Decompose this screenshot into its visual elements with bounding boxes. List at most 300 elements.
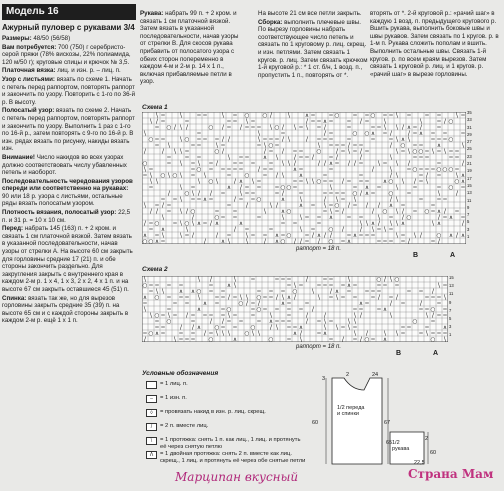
row-number: 23 <box>467 153 472 159</box>
svg-text:○: ○ <box>244 331 250 337</box>
svg-text:\: \ <box>180 161 182 167</box>
svg-text:\: \ <box>180 149 182 155</box>
svg-text:○: ○ <box>166 319 172 325</box>
svg-text:\: \ <box>396 137 398 143</box>
svg-text:∧: ∧ <box>328 161 334 167</box>
column-4-text <box>370 10 500 78</box>
col1-paragraph <box>2 154 136 177</box>
svg-text:/: / <box>354 161 356 167</box>
svg-text:○: ○ <box>280 239 286 244</box>
svg-text:/: / <box>228 295 230 301</box>
svg-text:/: / <box>300 239 302 244</box>
svg-text:\: \ <box>258 137 260 143</box>
svg-text:\: \ <box>162 289 164 295</box>
svg-text:∧: ∧ <box>280 197 286 203</box>
col1-paragraph <box>2 67 136 75</box>
svg-text:\: \ <box>384 125 386 131</box>
sketch-measure: 65 <box>386 440 393 446</box>
svg-text:\: \ <box>324 325 326 331</box>
svg-text:\: \ <box>240 295 242 301</box>
svg-text:/: / <box>174 125 176 131</box>
scheme-1-repeat: раппорт = 18 п. <box>296 246 342 252</box>
svg-text:○: ○ <box>448 119 454 125</box>
svg-text:○: ○ <box>142 161 148 167</box>
svg-text:/: / <box>216 233 218 239</box>
paragraph-text: выполнить плечевые швы. По вырезу горловины набрать соответствующее число петель и связать по 1 круговому р. лиц. скрещ. и изн. петлями. Затем связать 1 кругов. р. лиц. Затем связать крючком 1-й круговой р.: * 1 ст. б/н, 1 возд. п., пропустить 1 п., повторять от *. <box>258 18 368 79</box>
paragraph-heading: Размеры: <box>2 35 32 42</box>
svg-text:\: \ <box>336 295 338 301</box>
svg-text:/: / <box>390 197 392 203</box>
svg-text:\: \ <box>396 185 398 191</box>
svg-text:\: \ <box>396 161 398 167</box>
svg-text:\: \ <box>318 295 320 301</box>
svg-text:\: \ <box>234 277 236 283</box>
col2-paragraph <box>140 10 246 86</box>
col1-paragraph <box>2 35 136 43</box>
svg-text:\: \ <box>426 179 428 185</box>
svg-text:○: ○ <box>388 191 394 197</box>
row-number: 1 <box>467 234 470 240</box>
paragraph-heading: Узор с листьями: <box>2 75 55 83</box>
svg-text:○: ○ <box>172 173 178 179</box>
svg-text:/: / <box>144 149 146 155</box>
row-number: 29 <box>467 131 472 137</box>
svg-text:/: / <box>342 179 344 185</box>
row-number: 27 <box>467 139 472 145</box>
svg-text:○: ○ <box>190 209 196 215</box>
svg-text:○: ○ <box>160 173 166 179</box>
sketch-measure: 2 <box>346 372 350 378</box>
svg-text:○: ○ <box>196 167 202 173</box>
paragraph-text: 48/50 (56/58) <box>31 35 71 42</box>
row-number: 9 <box>467 204 470 210</box>
paragraph-text: На высоте 21 см все петли закрыть. <box>258 10 362 17</box>
legend-symbol-icon <box>146 381 157 389</box>
paragraph-heading: Перед: <box>2 225 24 233</box>
svg-text:∧: ∧ <box>202 301 208 307</box>
svg-text:∧: ∧ <box>154 239 160 244</box>
svg-text:\: \ <box>462 143 464 149</box>
svg-text:/: / <box>246 203 248 209</box>
svg-text:/: / <box>348 203 350 209</box>
svg-text:○: ○ <box>244 113 250 119</box>
svg-text:\: \ <box>444 337 446 342</box>
svg-text:\: \ <box>300 215 302 221</box>
svg-text:/: / <box>312 155 314 161</box>
svg-text:\: \ <box>396 221 398 227</box>
svg-text:\: \ <box>156 289 158 295</box>
svg-text:○: ○ <box>382 209 388 215</box>
svg-text:\: \ <box>192 221 194 227</box>
svg-text:∧: ∧ <box>226 185 232 191</box>
svg-text:\: \ <box>390 221 392 227</box>
svg-text:\: \ <box>246 233 248 239</box>
svg-text:\: \ <box>402 179 404 185</box>
scheme-2-grid <box>142 276 448 342</box>
svg-text:/: / <box>336 149 338 155</box>
svg-text:○: ○ <box>418 149 424 155</box>
svg-text:∧: ∧ <box>448 215 454 221</box>
col1-paragraph <box>2 76 136 106</box>
svg-text:∧: ∧ <box>406 125 412 131</box>
svg-text:\: \ <box>144 203 146 209</box>
svg-text:\: \ <box>180 221 182 227</box>
svg-text:\: \ <box>252 179 254 185</box>
svg-text:/: / <box>366 203 368 209</box>
svg-text:∧: ∧ <box>160 227 166 233</box>
paragraph-text: набрать 99 п. + 2 кром. и связать 1 см платочной вязкой. Затем вязать в указанной последовательности, начав узоры от стрелки В. Для скосов рукава прибавить от полосатого узора с обеих сторон попеременно в каждом 4-м и 2-м р. 14 х 1 п., включая прибавляемые петли в узор. <box>140 10 239 86</box>
svg-text:\: \ <box>222 331 224 337</box>
svg-text:/: / <box>342 227 344 233</box>
row-number: 3 <box>467 226 470 232</box>
svg-text:\: \ <box>180 173 182 179</box>
svg-text:∧: ∧ <box>298 173 304 179</box>
svg-text:/: / <box>222 149 224 155</box>
svg-text:○: ○ <box>286 233 292 239</box>
svg-text:/: / <box>438 215 440 221</box>
svg-text:/: / <box>306 137 308 143</box>
legend-symbol-icon: / <box>146 423 157 431</box>
svg-text:\: \ <box>330 209 332 215</box>
svg-text:\: \ <box>156 179 158 185</box>
svg-text:/: / <box>342 209 344 215</box>
svg-text:/: / <box>390 143 392 149</box>
row-number: 11 <box>449 291 454 297</box>
svg-text:○: ○ <box>316 149 322 155</box>
svg-text:/: / <box>222 137 224 143</box>
svg-text:/: / <box>432 289 434 295</box>
svg-text:○: ○ <box>328 227 334 233</box>
svg-text:○: ○ <box>214 325 220 331</box>
svg-text:○: ○ <box>412 319 418 325</box>
svg-text:/: / <box>324 131 326 137</box>
svg-text:∧: ∧ <box>436 221 442 227</box>
svg-text:∧: ∧ <box>178 289 184 295</box>
svg-text:/: / <box>378 295 380 301</box>
svg-text:\: \ <box>390 313 392 319</box>
svg-text:○: ○ <box>448 185 454 191</box>
svg-text:\: \ <box>294 283 296 289</box>
svg-text:\: \ <box>156 113 158 119</box>
svg-text:\: \ <box>150 119 152 125</box>
svg-text:∧: ∧ <box>382 179 388 185</box>
svg-text:○: ○ <box>208 179 214 185</box>
svg-text:/: / <box>282 137 284 143</box>
paragraph-text: вязать по схеме 1. Начать с петель перед раппортом, повторять раппорт и закончить по узору. Повторить с 1-го по 36-й р. В высоту. <box>2 75 136 106</box>
svg-text:○: ○ <box>226 307 232 313</box>
svg-text:/: / <box>426 173 428 179</box>
svg-text:\: \ <box>198 295 200 301</box>
svg-text:/: / <box>402 215 404 221</box>
svg-text:∧: ∧ <box>268 319 274 325</box>
svg-text:∧: ∧ <box>460 173 466 179</box>
scheme-1-arrow-b: В <box>413 252 419 259</box>
svg-text:/: / <box>420 125 422 131</box>
svg-text:\: \ <box>264 143 266 149</box>
svg-text:\: \ <box>360 221 362 227</box>
sketch-measure: 2 <box>425 436 429 442</box>
svg-text:\: \ <box>300 337 302 342</box>
svg-text:/: / <box>300 331 302 337</box>
row-number: 15 <box>449 275 454 280</box>
paragraph-heading: Внимание! <box>2 153 35 161</box>
svg-text:\: \ <box>432 149 434 155</box>
svg-text:○: ○ <box>214 149 220 155</box>
svg-text:/: / <box>276 203 278 209</box>
svg-text:\: \ <box>270 203 272 209</box>
row-number: 31 <box>467 124 472 130</box>
svg-text:/: / <box>306 319 308 325</box>
svg-text:○: ○ <box>142 239 148 244</box>
svg-text:\: \ <box>216 331 218 337</box>
svg-text:\: \ <box>354 313 356 319</box>
legend-title: Условные обозначения <box>142 370 219 377</box>
watermark-right: Страна Мам <box>408 467 494 481</box>
svg-text:\: \ <box>150 173 152 179</box>
svg-text:/: / <box>156 209 158 215</box>
row-number: 17 <box>467 175 472 181</box>
svg-text:○: ○ <box>238 301 244 307</box>
svg-text:/: / <box>222 125 224 131</box>
row-number: 33 <box>467 117 472 123</box>
svg-text:\: \ <box>444 149 446 155</box>
svg-text:\: \ <box>348 149 350 155</box>
svg-text:\: \ <box>144 277 146 283</box>
svg-text:/: / <box>396 295 398 301</box>
svg-text:/: / <box>312 307 314 313</box>
svg-text:/: / <box>342 337 344 342</box>
svg-text:\: \ <box>282 173 284 179</box>
svg-text:/: / <box>456 191 458 197</box>
legend-item <box>146 381 306 389</box>
svg-text:/: / <box>444 209 446 215</box>
svg-text:\: \ <box>396 125 398 131</box>
svg-text:\: \ <box>174 149 176 155</box>
svg-text:∧: ∧ <box>238 221 244 227</box>
svg-text:/: / <box>294 239 296 244</box>
svg-text:∧: ∧ <box>358 301 364 307</box>
svg-text:∧: ∧ <box>196 325 202 331</box>
svg-text:/: / <box>372 167 374 173</box>
svg-text:∧: ∧ <box>280 209 286 215</box>
svg-text:/: / <box>234 179 236 185</box>
svg-text:∧: ∧ <box>448 233 454 239</box>
svg-text:∧: ∧ <box>328 215 334 221</box>
svg-text:○: ○ <box>262 113 268 119</box>
svg-text:/: / <box>240 185 242 191</box>
svg-text:/: / <box>246 301 248 307</box>
svg-text:○: ○ <box>388 179 394 185</box>
svg-text:\: \ <box>324 203 326 209</box>
paragraph-text: 90 или 18 р. узора с листьями, остальные ряды вязать полосатым узором. <box>2 192 123 208</box>
svg-text:/: / <box>330 289 332 295</box>
svg-text:\: \ <box>186 227 188 233</box>
svg-text:\: \ <box>150 313 152 319</box>
svg-text:\: \ <box>396 149 398 155</box>
svg-text:\: \ <box>222 113 224 119</box>
svg-text:○: ○ <box>256 197 262 203</box>
svg-text:/: / <box>156 119 158 125</box>
svg-text:\: \ <box>390 155 392 161</box>
svg-text:○: ○ <box>370 113 376 119</box>
svg-text:∧: ∧ <box>214 221 220 227</box>
svg-text:/: / <box>192 215 194 221</box>
svg-text:\: \ <box>396 331 398 337</box>
svg-text:\: \ <box>396 113 398 119</box>
svg-text:○: ○ <box>334 203 340 209</box>
svg-text:∧: ∧ <box>196 221 202 227</box>
svg-text:/: / <box>222 319 224 325</box>
svg-text:/: / <box>390 301 392 307</box>
svg-text:\: \ <box>144 167 146 173</box>
legend-text: = 1 протяжка: снять 1 п. как лиц., 1 лиц. и протянуть её через снятую петлю <box>160 437 301 450</box>
paragraph-text: 22,5 п. и 31 р. = 10 х 10 см. <box>2 209 131 224</box>
svg-text:\: \ <box>408 149 410 155</box>
svg-text:∧: ∧ <box>274 239 280 244</box>
svg-text:○: ○ <box>286 209 292 215</box>
svg-text:/: / <box>366 331 368 337</box>
svg-text:○: ○ <box>376 277 382 283</box>
svg-text:∧: ∧ <box>190 289 196 295</box>
svg-text:\: \ <box>378 161 380 167</box>
svg-text:/: / <box>294 295 296 301</box>
svg-text:\: \ <box>270 313 272 319</box>
svg-text:/: / <box>312 233 314 239</box>
svg-text:/: / <box>444 119 446 125</box>
svg-text:\: \ <box>396 173 398 179</box>
row-number: 11 <box>467 197 472 203</box>
svg-text:/: / <box>330 233 332 239</box>
svg-text:/: / <box>318 161 320 167</box>
svg-text:/: / <box>282 191 284 197</box>
svg-text:○: ○ <box>154 221 160 227</box>
svg-text:○: ○ <box>184 191 190 197</box>
svg-text:\: \ <box>432 221 434 227</box>
svg-text:/: / <box>186 209 188 215</box>
svg-text:○: ○ <box>430 307 436 313</box>
svg-text:\: \ <box>396 233 398 239</box>
svg-text:∧: ∧ <box>436 143 442 149</box>
svg-text:\: \ <box>294 125 296 131</box>
col1-paragraph <box>2 209 136 224</box>
row-number: 3 <box>449 324 452 330</box>
svg-text:\: \ <box>414 233 416 239</box>
svg-text:/: / <box>408 161 410 167</box>
svg-text:/: / <box>420 301 422 307</box>
svg-text:○: ○ <box>244 173 250 179</box>
svg-text:\: \ <box>384 331 386 337</box>
svg-text:\: \ <box>228 313 230 319</box>
svg-text:○: ○ <box>352 131 358 137</box>
svg-text:\: \ <box>204 173 206 179</box>
svg-text:∧: ∧ <box>370 131 376 137</box>
svg-text:\: \ <box>228 155 230 161</box>
svg-text:\: \ <box>456 113 458 119</box>
row-number: 5 <box>467 219 470 225</box>
legend-symbol-icon: Λ <box>146 451 157 459</box>
svg-text:\: \ <box>198 161 200 167</box>
svg-text:\: \ <box>354 197 356 203</box>
svg-text:/: / <box>360 337 362 342</box>
row-number: 25 <box>467 146 472 152</box>
svg-text:○: ○ <box>196 289 202 295</box>
column-1 <box>2 0 136 326</box>
svg-text:∧: ∧ <box>442 325 448 331</box>
svg-text:∧: ∧ <box>196 307 202 313</box>
svg-text:○: ○ <box>214 215 220 221</box>
legend-item <box>146 409 306 417</box>
svg-text:/: / <box>162 203 164 209</box>
svg-text:/: / <box>234 197 236 203</box>
scheme-2-row-numbers <box>449 276 454 342</box>
sketch-measure: 3 <box>322 376 326 382</box>
svg-text:∧: ∧ <box>286 295 292 301</box>
svg-text:\: \ <box>336 197 338 203</box>
svg-text:∧: ∧ <box>334 289 340 295</box>
paragraph-heading: Сборка: <box>258 18 283 26</box>
svg-text:/: / <box>258 167 260 173</box>
svg-text:∧: ∧ <box>322 331 328 337</box>
svg-text:\: \ <box>348 319 350 325</box>
svg-text:/: / <box>162 149 164 155</box>
svg-text:\: \ <box>234 283 236 289</box>
svg-text:\: \ <box>330 185 332 191</box>
svg-text:/: / <box>390 173 392 179</box>
svg-text:/: / <box>180 325 182 331</box>
svg-text:○: ○ <box>436 233 442 239</box>
column-3 <box>258 10 368 80</box>
svg-text:○: ○ <box>454 179 460 185</box>
sketch-front-label: 1/2 переда и спинки <box>337 405 365 417</box>
svg-text:∧: ∧ <box>274 233 280 239</box>
svg-text:○: ○ <box>412 167 418 173</box>
legend-symbol-icon: – <box>146 395 157 403</box>
svg-text:○: ○ <box>184 137 190 143</box>
svg-text:\: \ <box>408 137 410 143</box>
svg-text:\: \ <box>354 319 356 325</box>
svg-text:\: \ <box>168 173 170 179</box>
svg-text:\: \ <box>288 161 290 167</box>
svg-text:\: \ <box>168 143 170 149</box>
row-number: 21 <box>467 161 472 167</box>
svg-text:/: / <box>264 149 266 155</box>
col3-paragraph <box>258 10 368 18</box>
svg-text:\: \ <box>348 325 350 331</box>
svg-text:/: / <box>264 239 266 244</box>
svg-text:\: \ <box>390 277 392 283</box>
scheme-2-repeat: раппорт = 18 п. <box>296 344 342 350</box>
svg-text:∧: ∧ <box>280 301 286 307</box>
svg-text:\: \ <box>258 131 260 137</box>
paragraph-heading: Вам потребуется: <box>2 43 57 51</box>
column-2-text <box>140 10 246 86</box>
svg-text:/: / <box>168 191 170 197</box>
col1-paragraph <box>2 295 136 325</box>
svg-text:\: \ <box>438 283 440 289</box>
legend-text: = 1 двойная протяжка: снять 2 п. вместе как лиц. скрещ., 1 лиц. и протянуть её через обе снятые петли <box>160 451 306 464</box>
svg-text:\: \ <box>312 179 314 185</box>
paragraph-text: вторять от *. 2-й круговой р.: «рачий шаг» в каждую 1 возд. п. предыдущего кругового р. Вшить рукава, выполнить боковые швы и швы рукавов. Затем связать по 1 кругов. р. в 1-м п. Рукава сложить пополам и вшить. Выполнить остальные швы. Связать 1-й кругов. р. по всем краям вырезов. Затем связать 1 круговой р. лиц. и 1 кругов. р. «рачий шаг» в вырезе горловины. <box>370 10 499 78</box>
col3-paragraph <box>258 19 368 80</box>
svg-text:/: / <box>462 221 464 227</box>
svg-text:\: \ <box>336 325 338 331</box>
svg-text:/: / <box>318 239 320 244</box>
legend-item <box>146 395 306 403</box>
svg-text:○: ○ <box>412 149 418 155</box>
col1-paragraph <box>2 44 136 67</box>
svg-text:○: ○ <box>286 185 292 191</box>
svg-text:○: ○ <box>148 137 154 143</box>
